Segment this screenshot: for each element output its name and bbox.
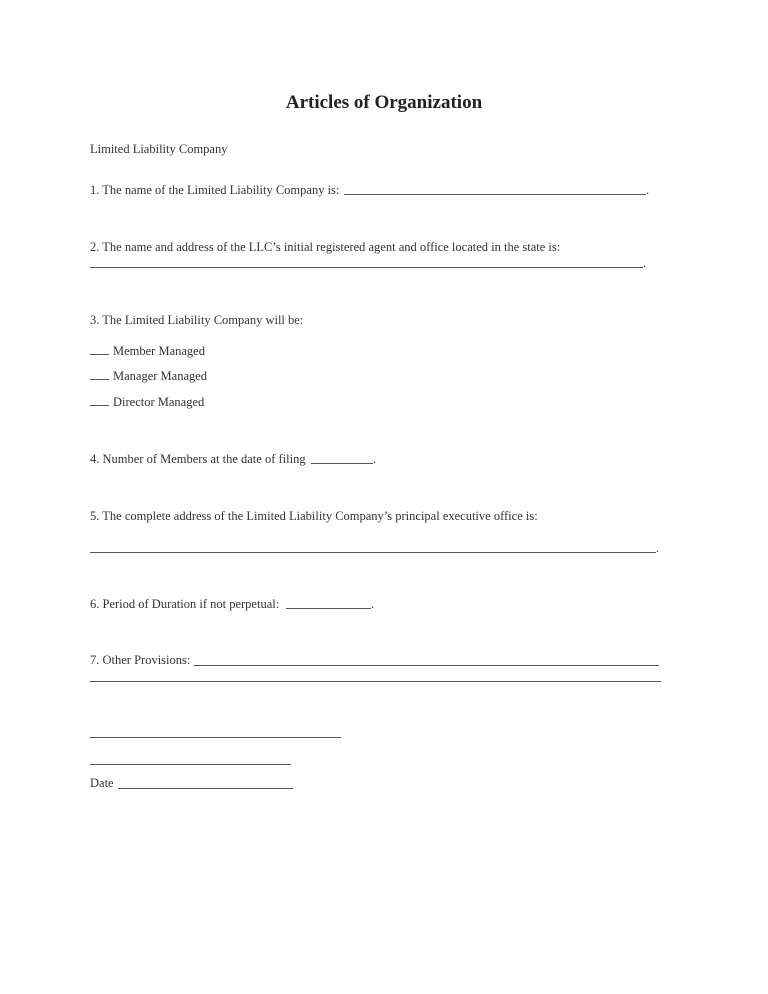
date-label: Date bbox=[90, 776, 114, 790]
members-count-blank[interactable] bbox=[311, 463, 373, 464]
option-director-managed[interactable] bbox=[90, 394, 204, 410]
item-6-label: 6. Period of Duration if not perpetual: bbox=[90, 597, 280, 611]
item-3-label: 3. The Limited Liability Company will be: bbox=[90, 313, 304, 327]
document-title: Articles of Organization bbox=[285, 92, 483, 113]
item-1-period: . bbox=[646, 183, 650, 197]
item-5-label: 5. The complete address of the Limited Liability Company’s principal executive office is: bbox=[90, 509, 538, 523]
item-1-label: 1. The name of the Limited Liability Company is: bbox=[90, 183, 340, 197]
option-member-managed[interactable] bbox=[90, 343, 205, 359]
option-manager-managed-blank[interactable] bbox=[90, 368, 109, 380]
option-member-managed-label: Member Managed bbox=[113, 344, 205, 358]
option-director-managed-label: Director Managed bbox=[113, 395, 205, 409]
date-blank[interactable] bbox=[118, 788, 293, 789]
item-6-period: . bbox=[371, 597, 375, 611]
duration-blank[interactable] bbox=[286, 608, 371, 609]
item-2-period: . bbox=[643, 256, 647, 270]
item-4-period: . bbox=[373, 452, 377, 466]
other-provisions-blank-line-2[interactable] bbox=[90, 681, 661, 682]
option-manager-managed[interactable] bbox=[90, 368, 207, 384]
item-2-label: 2. The name and address of the LLC’s initial registered agent and office located in the state is: bbox=[90, 240, 561, 254]
llc-name-blank[interactable] bbox=[344, 194, 646, 195]
other-provisions-blank-line-1[interactable] bbox=[194, 665, 659, 666]
item-5-period: . bbox=[656, 541, 660, 555]
option-member-managed-blank[interactable] bbox=[90, 343, 109, 355]
principal-office-blank[interactable] bbox=[90, 552, 656, 553]
registered-agent-blank[interactable] bbox=[90, 267, 643, 268]
printed-name-blank[interactable] bbox=[90, 764, 291, 765]
item-7-label: 7. Other Provisions: bbox=[90, 653, 191, 667]
signature-blank[interactable] bbox=[90, 737, 341, 738]
document-subtitle: Limited Liability Company bbox=[90, 142, 228, 156]
option-director-managed-blank[interactable] bbox=[90, 394, 109, 406]
item-4-label: 4. Number of Members at the date of filing bbox=[90, 452, 306, 466]
option-manager-managed-label: Manager Managed bbox=[113, 369, 208, 383]
